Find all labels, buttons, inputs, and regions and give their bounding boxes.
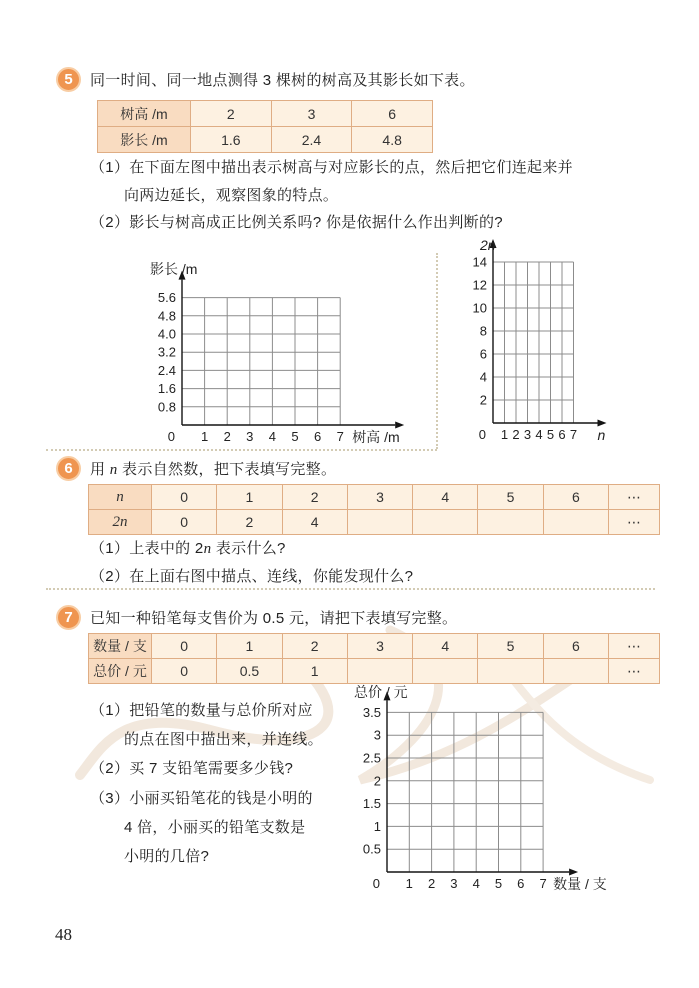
table-row <box>98 127 433 153</box>
x-axis-arrow <box>569 869 578 876</box>
table-row <box>89 510 660 535</box>
exercise-7-q3-line2: 4 倍，小丽买的铅笔支数是 <box>124 819 306 836</box>
table-cell: 1.6 <box>191 127 272 153</box>
exercise-7-q3-line1: （3）小丽买铅笔花的钱是小明的 <box>90 790 313 807</box>
table-row <box>89 485 660 510</box>
table-cell: 6 <box>543 485 608 510</box>
x-tick-label: 6 <box>313 429 322 444</box>
y-tick-label: 8 <box>479 323 487 339</box>
y-tick-label: 0.8 <box>157 399 176 415</box>
exercise-6-badge: 6 <box>56 456 81 481</box>
table-cell: 2 <box>191 101 272 127</box>
x-tick-label: 6 <box>558 427 566 442</box>
exercise-7-q1-line1: （1）把铅笔的数量与总价所对应 <box>90 702 313 719</box>
x-tick-label: 7 <box>336 429 344 444</box>
table-cell: 2 <box>282 485 347 510</box>
table-cell <box>543 510 608 535</box>
table-cell: ⋯ <box>609 634 660 659</box>
y-tick-label: 4 <box>479 369 487 385</box>
y-tick-label: 3 <box>373 727 381 743</box>
table-cell: 0 <box>152 634 217 659</box>
table-cell: 3 <box>347 634 412 659</box>
y-tick-label: 5.6 <box>157 290 176 306</box>
table-cell <box>347 510 412 535</box>
table-cell: 4 <box>282 510 347 535</box>
exercise-5-q2: （2）影长与树高成正比例关系吗? 你是依据什么作出判断的? <box>90 214 503 231</box>
y-tick-label: 2.5 <box>362 750 381 766</box>
y-tick-label: 2.4 <box>157 362 176 378</box>
table-row <box>89 634 660 659</box>
y-tick-label: 1 <box>373 818 381 834</box>
table-cell: 1 <box>217 634 282 659</box>
x-tick-label: 4 <box>268 429 277 444</box>
origin-label: 0 <box>478 427 486 442</box>
separator-2 <box>46 588 655 590</box>
exercise-7-q1-line2: 的点在图中描出来，并连线。 <box>124 731 323 748</box>
x-tick-label: 2 <box>427 876 436 891</box>
row-header: 树高 /m <box>98 101 191 127</box>
exercise-5-title: 同一时间、同一地点测得 3 棵树的树高及其影长如下表。 <box>90 72 475 89</box>
y-tick-label: 3.2 <box>157 344 176 360</box>
shadow-length-chart <box>138 242 448 457</box>
exercise-6-q1: （1）上表中的 2n 表示什么? <box>90 540 286 557</box>
double-n-chart <box>440 228 695 458</box>
exercise-5-q1-line1: （1）在下面左图中描出表示树高与对应影长的点，然后把它们连起来并 <box>90 159 573 176</box>
x-tick-label: 5 <box>291 429 299 444</box>
table-cell: ⋯ <box>609 659 660 684</box>
table-cell: 6 <box>543 634 608 659</box>
table-cell <box>478 510 543 535</box>
exercise-6-title: 用 n 表示自然数，把下表填写完整。 <box>90 461 337 478</box>
exercise-5-q1-line2: 向两边延长，观察图象的特点。 <box>124 187 339 204</box>
row-header: 2n <box>89 510 152 535</box>
table-cell: 0 <box>152 659 217 684</box>
table-cell: 3 <box>271 101 352 127</box>
y-tick-label: 2 <box>479 392 487 408</box>
exercise-5-badge: 5 <box>56 67 81 92</box>
table-cell: 3 <box>347 485 412 510</box>
x-tick-label: 5 <box>546 427 555 442</box>
x-tick-label: 5 <box>494 876 503 891</box>
pencil-price-chart <box>348 678 698 896</box>
table-cell: ⋯ <box>609 510 660 535</box>
table-cell <box>413 510 478 535</box>
y-tick-label: 4.0 <box>157 326 176 342</box>
table-cell: 5 <box>478 634 543 659</box>
table-cell: 0 <box>152 485 217 510</box>
exercise-7-badge: 7 <box>56 605 81 630</box>
row-header: 总价 / 元 <box>89 659 152 684</box>
table-cell: 1 <box>217 485 282 510</box>
table-cell: ⋯ <box>609 485 660 510</box>
x-tick-label: 1 <box>200 429 209 444</box>
table-cell: 6 <box>352 101 433 127</box>
y-tick-label: 2 <box>373 773 381 789</box>
exercise-7-q2: （2）买 7 支铅笔需要多少钱? <box>90 760 294 777</box>
x-tick-label: 1 <box>405 876 413 891</box>
x-axis-arrow <box>395 422 404 429</box>
y-tick-label: 14 <box>472 254 487 270</box>
x-tick-label: 7 <box>569 427 578 442</box>
origin-label: 0 <box>167 429 175 444</box>
table-cell: 0 <box>152 510 217 535</box>
separator-1 <box>46 449 437 451</box>
x-tick-label: 3 <box>246 429 254 444</box>
y-tick-label: 0.5 <box>362 841 381 857</box>
y-axis-title: 2n <box>480 237 496 253</box>
pencil-price-table <box>88 633 660 684</box>
table-cell: 4 <box>413 485 478 510</box>
x-tick-label: 3 <box>450 876 458 891</box>
y-tick-label: 12 <box>472 277 487 293</box>
x-tick-label: 2 <box>512 427 520 442</box>
row-header: n <box>89 485 152 510</box>
table-cell: 1 <box>282 659 347 684</box>
page-number: 48 <box>55 925 72 944</box>
y-tick-label: 3.5 <box>362 704 381 720</box>
natural-number-table <box>88 484 660 535</box>
x-tick-label: 1 <box>500 427 509 442</box>
x-tick-label: 3 <box>523 427 532 442</box>
y-tick-label: 10 <box>472 300 487 316</box>
exercise-7-title: 已知一种铅笔每支售价为 0.5 元，请把下表填写完整。 <box>90 610 458 627</box>
exercise-6-q2: （2）在上面右图中描点、连线，你能发现什么? <box>90 568 414 585</box>
row-header: 数量 / 支 <box>89 634 152 659</box>
exercise-7-q3-line3: 小明的几倍? <box>124 848 210 865</box>
row-header: 影长 /m <box>98 127 191 153</box>
table-cell: 0.5 <box>217 659 282 684</box>
y-tick-label: 6 <box>479 346 487 362</box>
table-cell: 4 <box>413 634 478 659</box>
table-cell: 5 <box>478 485 543 510</box>
x-axis-title: n <box>597 427 606 443</box>
x-tick-label: 2 <box>223 429 231 444</box>
x-tick-label: 4 <box>472 876 480 891</box>
y-tick-label: 1.6 <box>157 381 176 397</box>
x-tick-label: 7 <box>539 876 547 891</box>
origin-label: 0 <box>372 876 380 891</box>
x-tick-label: 6 <box>517 876 525 891</box>
x-tick-label: 4 <box>535 427 543 442</box>
separator-vertical <box>436 253 438 449</box>
y-tick-label: 1.5 <box>362 796 381 812</box>
table-cell: 2 <box>282 634 347 659</box>
x-axis-title: 数量 / 支 <box>553 876 607 892</box>
y-tick-label: 4.8 <box>157 308 176 324</box>
y-axis-title: 总价 / 元 <box>354 684 408 700</box>
tree-shadow-table <box>97 100 433 153</box>
table-cell: 2.4 <box>271 127 352 153</box>
table-row <box>98 101 433 127</box>
y-axis-title: 影长 /m <box>150 261 198 277</box>
table-cell: 2 <box>217 510 282 535</box>
x-axis-title: 树高 /m <box>352 429 400 445</box>
x-axis-arrow <box>598 420 607 427</box>
table-cell: 4.8 <box>352 127 433 153</box>
